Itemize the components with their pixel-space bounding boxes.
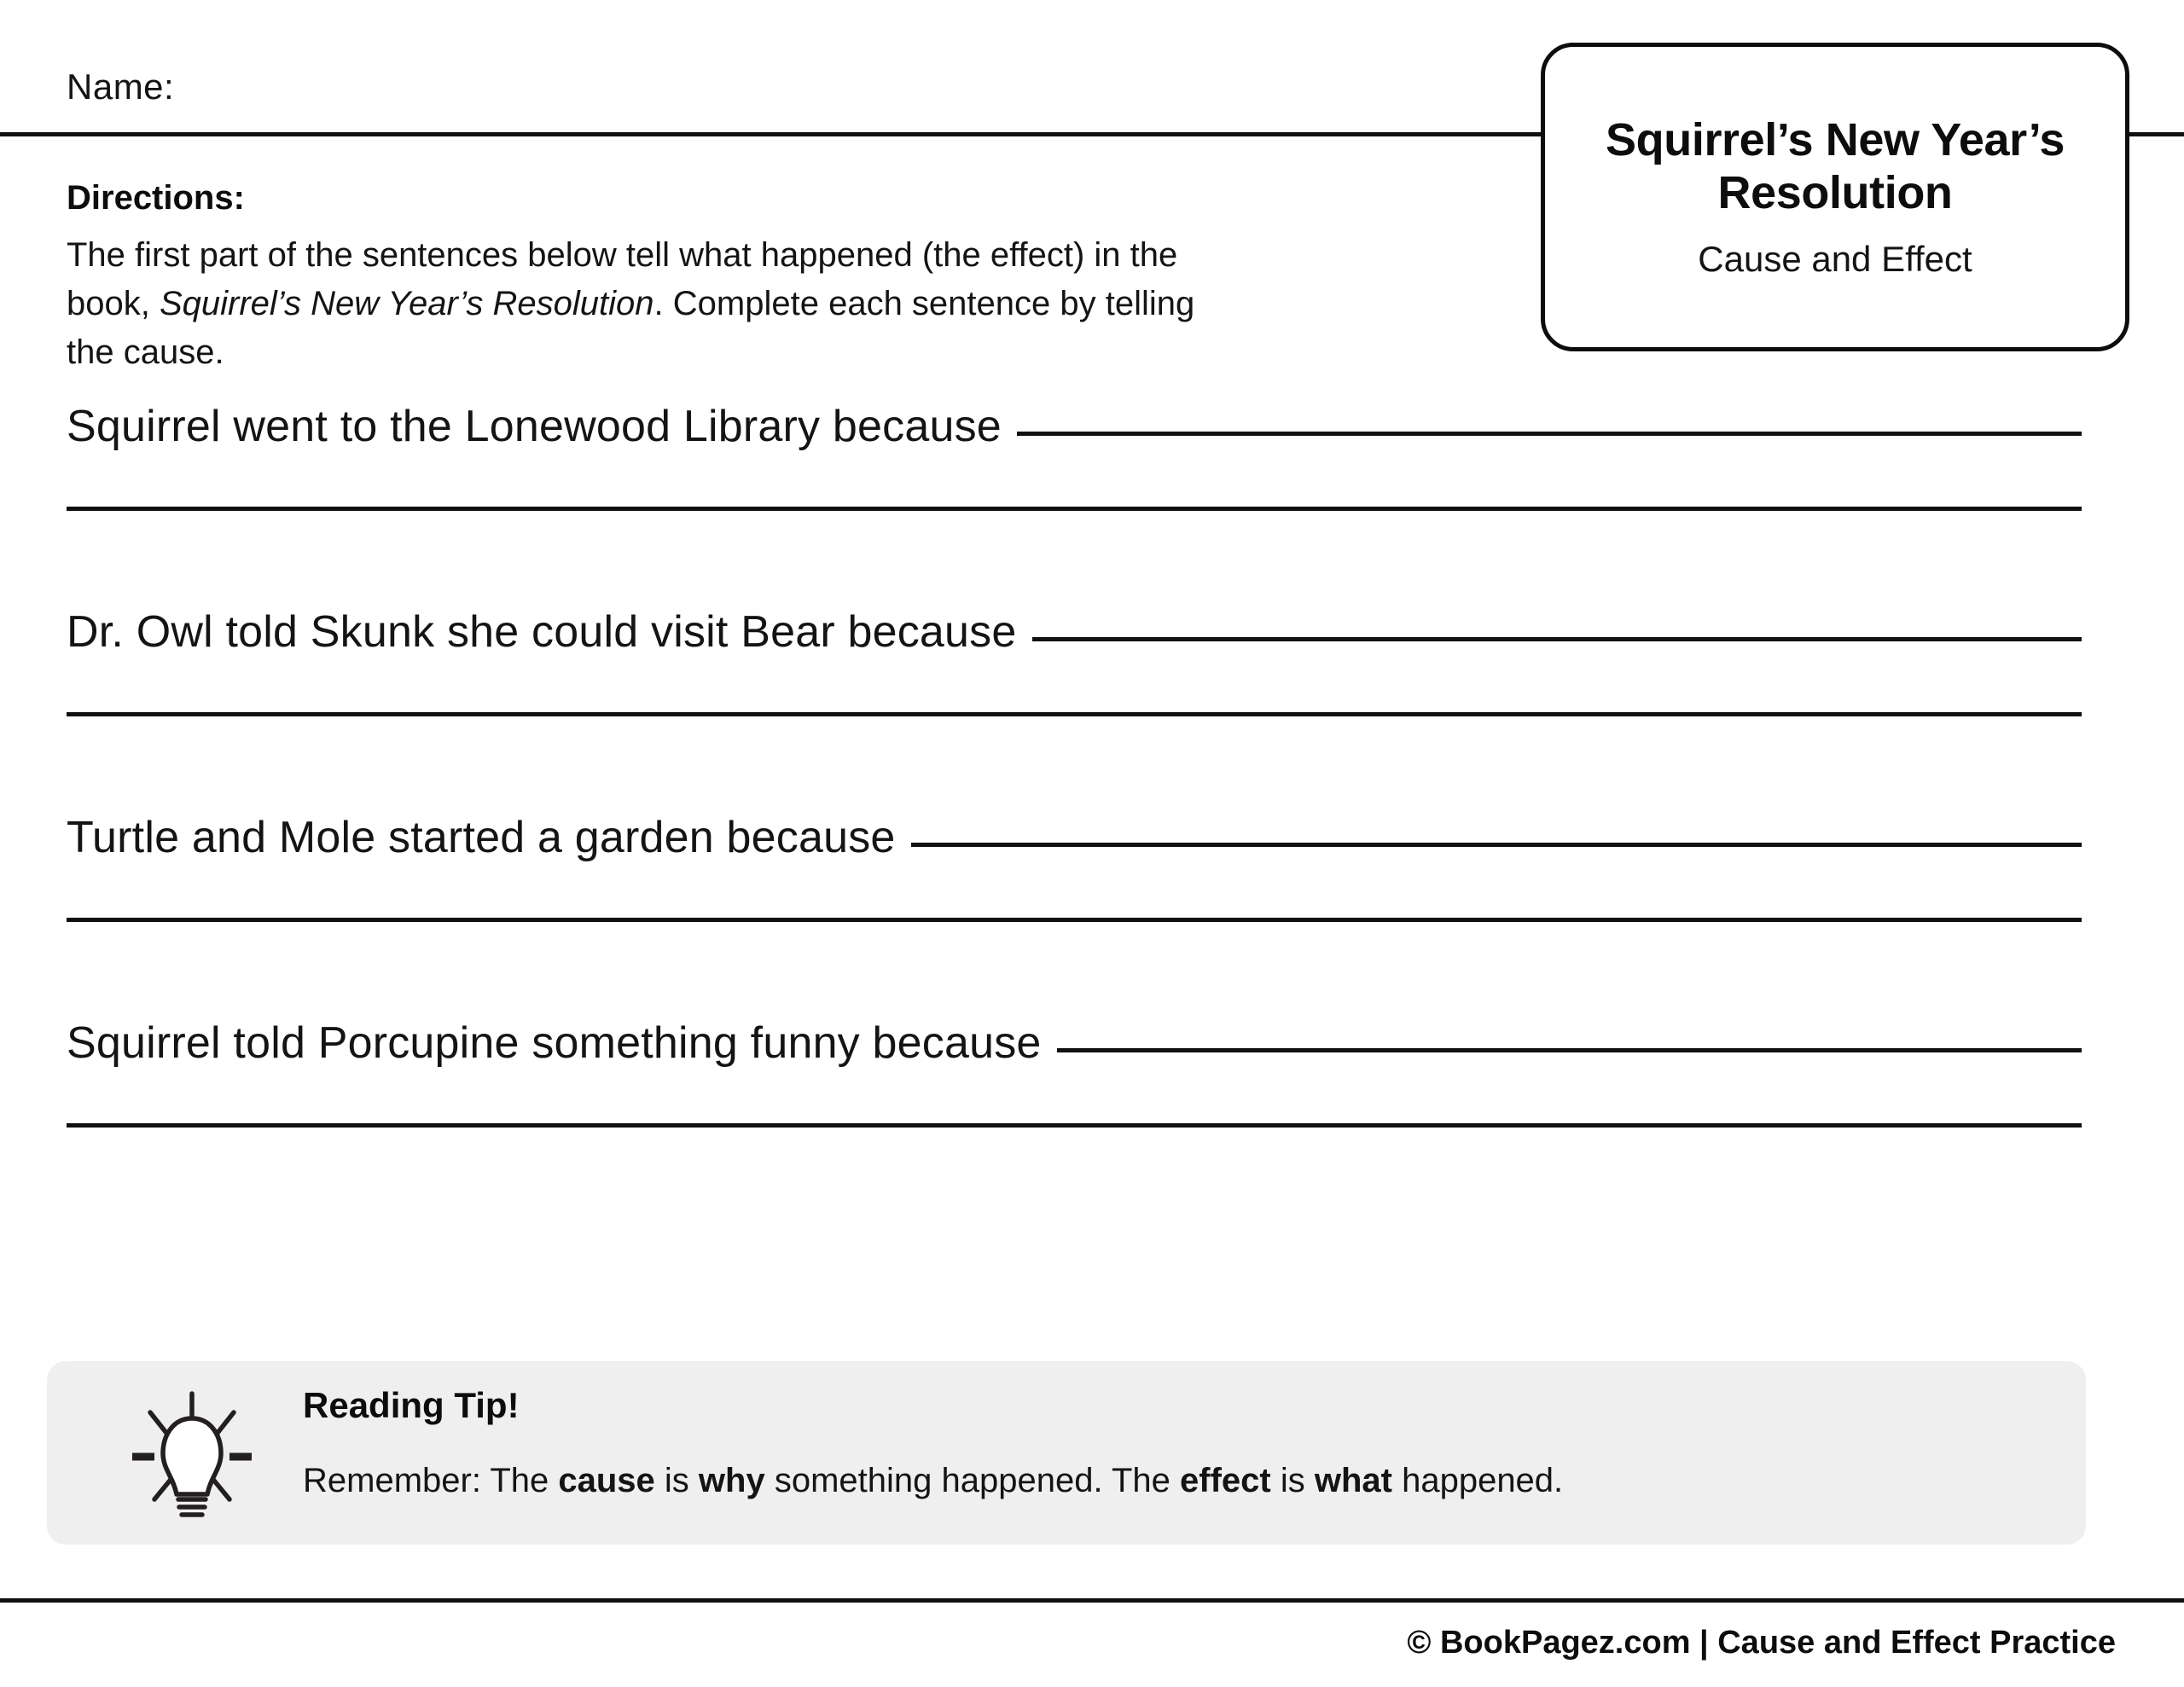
book-title-italic: Squirrel’s New Year’s Resolution [159, 284, 654, 322]
answer-blank-line[interactable] [911, 843, 2082, 847]
directions-line-2-prefix: book, [67, 284, 160, 322]
reading-tip-box [47, 1361, 2086, 1545]
answer-blank-line[interactable] [1017, 432, 2082, 436]
prompt-line-one [67, 401, 2082, 452]
book-title: Squirrel’s New Year’s Resolution [1606, 114, 2065, 218]
answer-blank-line-continuation[interactable] [67, 1123, 2082, 1128]
directions-block [67, 179, 1491, 376]
directions-line-3: the cause. [67, 333, 224, 371]
tip-text-part-1: Remember: The [303, 1462, 559, 1499]
answer-blank-line[interactable] [1032, 637, 2082, 641]
directions-heading: Directions: [67, 179, 245, 217]
answer-blank-line-continuation[interactable] [67, 507, 2082, 511]
footer-credit: © BookPagez.com | Cause and Effect Practice [1407, 1625, 2116, 1661]
prompt-text: Squirrel went to the Lonewood Library because [67, 402, 1002, 451]
prompt-row [67, 1017, 2082, 1128]
tip-text-part-3: something happened. The [764, 1462, 1181, 1499]
tip-bold-what: what [1314, 1462, 1392, 1499]
prompt-line-one [67, 606, 2082, 658]
tip-text-part-2: is [654, 1462, 699, 1499]
answer-blank-line-continuation[interactable] [67, 712, 2082, 716]
lightbulb-icon [124, 1388, 260, 1522]
worksheet-title-card [1541, 43, 2129, 351]
tip-bold-why: why [698, 1462, 765, 1499]
skill-subtitle: Cause and Effect [1698, 238, 1972, 279]
tip-text-part-5: happened. [1391, 1462, 1564, 1499]
reading-tip-text [303, 1462, 2052, 1500]
prompt-row [67, 812, 2082, 922]
prompt-row [67, 401, 2082, 511]
tip-bold-effect: effect [1180, 1462, 1271, 1499]
answer-blank-line-continuation[interactable] [67, 918, 2082, 922]
answer-blank-line[interactable] [1057, 1048, 2082, 1052]
reading-tip-content [303, 1385, 2052, 1500]
prompt-row [67, 606, 2082, 716]
prompt-list [67, 401, 2082, 1128]
prompt-text: Dr. Owl told Skunk she could visit Bear because [67, 607, 1017, 657]
reading-tip-heading: Reading Tip! [303, 1385, 520, 1425]
prompt-line-one [67, 1017, 2082, 1069]
footer-divider-rule [0, 1598, 2184, 1603]
directions-line-1: The first part of the sentences below tell what happened (the effect) in the [67, 236, 1178, 274]
directions-line-2-suffix: . Complete each sentence by telling [653, 284, 1195, 322]
prompt-text: Squirrel told Porcupine something funny because [67, 1018, 1042, 1068]
tip-bold-cause: cause [558, 1462, 655, 1499]
directions-body [67, 231, 1491, 376]
name-label: Name: [67, 67, 175, 107]
prompt-line-one [67, 812, 2082, 863]
tip-text-part-4: is [1270, 1462, 1315, 1499]
prompt-text: Turtle and Mole started a garden because [67, 813, 896, 862]
